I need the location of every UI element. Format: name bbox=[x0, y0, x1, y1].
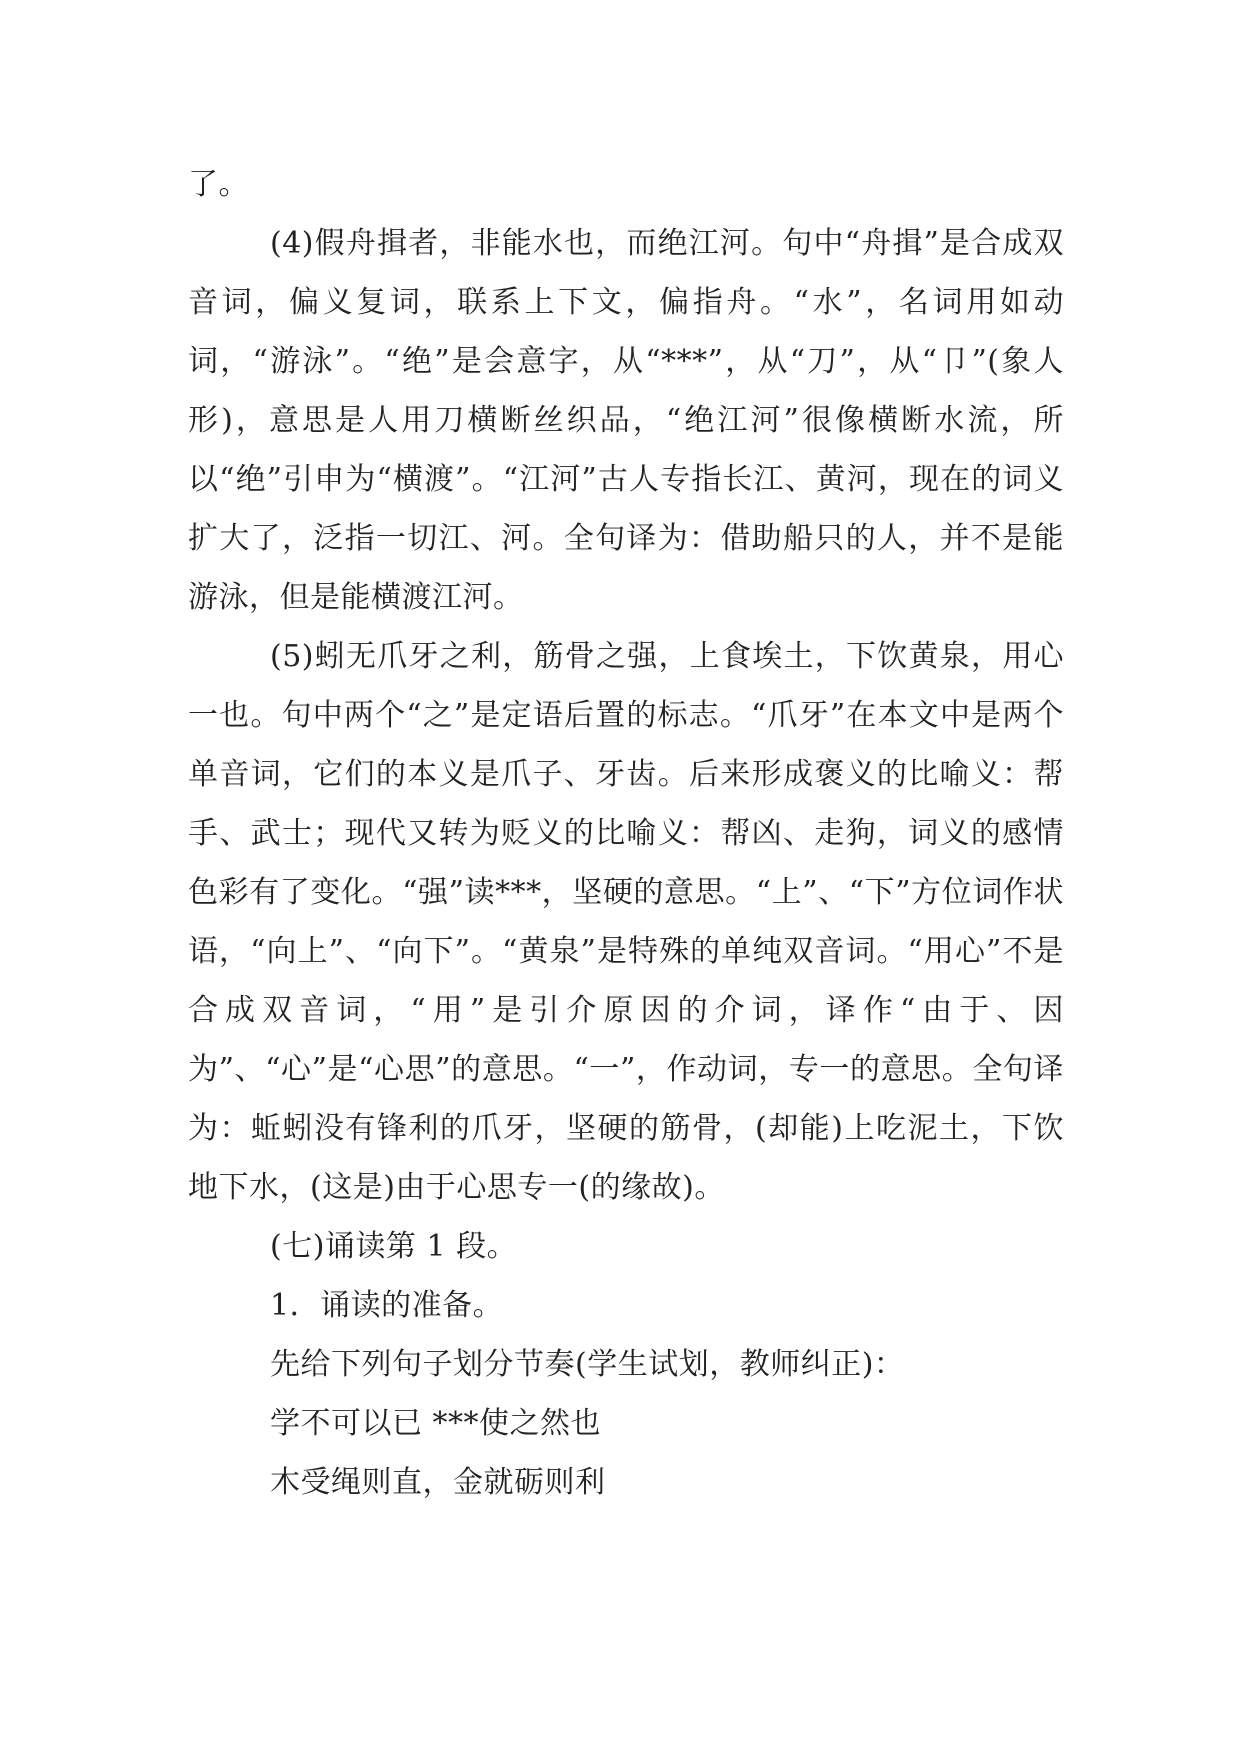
example-sentence-1: 学不可以已 ***使之然也 bbox=[270, 1406, 602, 1441]
list-item-1: 1．诵读的准备。 bbox=[270, 1288, 504, 1323]
paragraph-5: (5)蚓无爪牙之利，筋骨之强，上食埃土，下饮黄泉，用心一也。句中两个“之”是定语后置的标志。“爪牙”在本文中是两个单音词，它们的本义是爪子、牙齿。后来形成褒义的比喻义：帮手、武士；现代又转为贬义的比喻义：帮凶、走狗，词义的感情色彩有了变化。“强”读***，坚硬的意思。“上”、“下”方位词作状语，“向上”、“向下”。“黄泉”是特殊的单纯双音词。“用心”不是合成双音词，“用”是引介原因的介词，译作“由于、因为”、“心”是“心思”的意思。“一”，作动词，专一的意思。全句译为：蚯蚓没有锋利的爪牙，坚硬的筋骨，(却能)上吃泥土，下饮地下水，(这是)由于心思专一(的缘故)。 bbox=[188, 639, 1064, 1205]
section-heading: (七)诵读第 1 段。 bbox=[270, 1229, 518, 1264]
document-body bbox=[188, 155, 1064, 1512]
instruction-line: 先给下列句子划分节奏(学生试划，教师纠正)： bbox=[270, 1347, 905, 1382]
continuation-line: 了。 bbox=[188, 167, 249, 202]
example-sentence-2: 木受绳则直，金就砺则利 bbox=[270, 1465, 606, 1500]
paragraph-4: (4)假舟揖者，非能水也，而绝江河。句中“舟揖”是合成双音词，偏义复词，联系上下文，偏指舟。“水”，名词用如动词，“游泳”。“绝”是会意字，从“***”，从“刀”，从“卩”(象人形)，意思是人用刀横断丝织品，“绝江河”很像横断水流，所以“绝”引申为“横渡”。“江河”古人专指长江、黄河，现在的词义扩大了，泛指一切江、河。全句译为：借助船只的人，并不是能游泳，但是能横渡江河。 bbox=[188, 226, 1064, 615]
